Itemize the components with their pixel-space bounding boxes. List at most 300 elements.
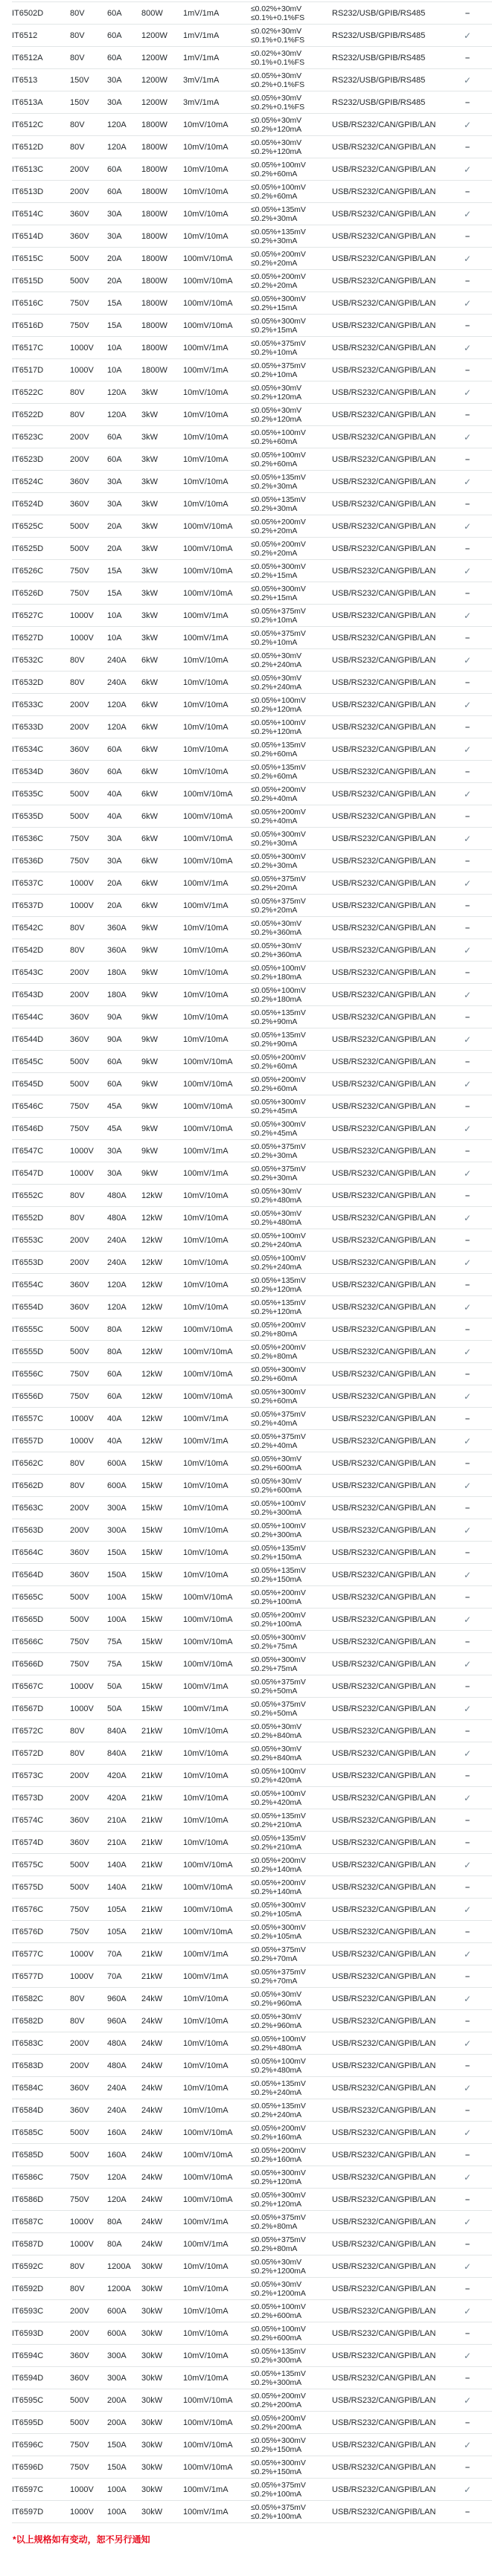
model-cell: IT6562C (12, 1452, 70, 1475)
flag-cell (443, 315, 492, 337)
table-row (12, 515, 492, 538)
current-accuracy-line: ≤0.2%+0.1%FS (251, 80, 304, 89)
voltage-cell: 80V (70, 114, 107, 136)
resolution-cell: 10mV/10mA (183, 2367, 251, 2389)
current-cell: 960A (107, 1988, 141, 2010)
accuracy-cell (251, 292, 332, 315)
current-accuracy-line: ≤0.2%+100mA (251, 1619, 301, 1629)
voltage-cell: 150V (70, 91, 107, 114)
current-accuracy-line: ≤0.2%+360mA (251, 950, 301, 959)
voltage-accuracy-line: ≤0.05%+135mV (251, 2369, 306, 2378)
interfaces-cell: USB/RS232/CAN/GPIB/LAN (332, 1698, 443, 1720)
current-cell: 150A (107, 2434, 141, 2456)
flag-cell (443, 1854, 492, 1876)
flag-cell (443, 2412, 492, 2434)
resolution-cell: 100mV/10mA (183, 1363, 251, 1385)
voltage-cell: 1000V (70, 872, 107, 895)
resolution-cell: 100mV/10mA (183, 1921, 251, 1943)
model-cell: IT6523C (12, 426, 70, 448)
current-cell: 30A (107, 471, 141, 493)
current-accuracy-line: ≤0.2%+300mA (251, 1507, 301, 1517)
voltage-accuracy-line: ≤0.05%+300mV (251, 316, 306, 326)
model-cell: IT6593C (12, 2300, 70, 2322)
interfaces-cell: USB/RS232/CAN/GPIB/LAN (332, 828, 443, 850)
dash-icon: – (464, 499, 470, 509)
accuracy-cell (251, 1118, 332, 1140)
power-cell: 9kW (141, 962, 183, 984)
current-cell: 210A (107, 1809, 141, 1832)
current-accuracy-line: ≤0.2%+10mA (251, 370, 298, 379)
flag-cell (443, 1809, 492, 1832)
resolution-cell: 10mV/10mA (183, 1296, 251, 1318)
current-accuracy-line: ≤0.2%+600mA (251, 1463, 301, 1472)
interfaces-cell: USB/RS232/CAN/GPIB/LAN (332, 1787, 443, 1809)
model-cell: IT6535C (12, 783, 70, 805)
current-cell: 420A (107, 1787, 141, 1809)
accuracy-cell (251, 761, 332, 783)
voltage-accuracy-line: ≤0.05%+30mV (251, 1744, 301, 1754)
voltage-cell: 750V (70, 2456, 107, 2479)
table-row (12, 2456, 492, 2479)
accuracy-cell (251, 1519, 332, 1542)
model-cell: IT6534D (12, 761, 70, 783)
voltage-accuracy-line: ≤0.05%+100mV (251, 1498, 306, 1508)
voltage-cell: 1000V (70, 1162, 107, 1185)
current-accuracy-line: ≤0.2%+960mA (251, 1998, 301, 2008)
voltage-cell: 200V (70, 1229, 107, 1252)
check-icon: ✓ (463, 1948, 472, 1960)
check-icon: ✓ (463, 1524, 472, 1536)
interfaces-cell: USB/RS232/CAN/GPIB/LAN (332, 1899, 443, 1921)
voltage-cell: 80V (70, 1988, 107, 2010)
voltage-accuracy-line: ≤0.05%+30mV (251, 673, 301, 683)
resolution-cell: 10mV/10mA (183, 1564, 251, 1586)
current-accuracy-line: ≤0.1%+0.1%FS (251, 13, 304, 22)
flag-cell (443, 337, 492, 359)
interfaces-cell: USB/RS232/CAN/GPIB/LAN (332, 2479, 443, 2501)
current-accuracy-line: ≤0.2%+15mA (251, 325, 298, 335)
current-accuracy-line: ≤0.2%+120mA (251, 704, 301, 714)
resolution-cell: 10mV/10mA (183, 1497, 251, 1519)
resolution-cell: 100mV/10mA (183, 805, 251, 828)
resolution-cell: 10mV/10mA (183, 2055, 251, 2077)
power-cell: 15kW (141, 1564, 183, 1586)
resolution-cell: 10mV/10mA (183, 1809, 251, 1832)
interfaces-cell: USB/RS232/CAN/GPIB/LAN (332, 1519, 443, 1542)
table-row (12, 69, 492, 91)
flag-cell (443, 1140, 492, 1162)
flag-cell (443, 1028, 492, 1051)
interfaces-cell: USB/RS232/CAN/GPIB/LAN (332, 1318, 443, 1341)
flag-cell (443, 1296, 492, 1318)
current-accuracy-line: ≤0.2%+160mA (251, 2132, 301, 2142)
accuracy-cell (251, 493, 332, 515)
accuracy-cell (251, 1854, 332, 1876)
table-row (12, 1475, 492, 1497)
flag-cell (443, 270, 492, 292)
current-accuracy-line: ≤0.2%+420mA (251, 1797, 301, 1807)
voltage-accuracy-line: ≤0.05%+375mV (251, 1699, 306, 1709)
model-cell: IT6525C (12, 515, 70, 538)
current-cell: 30A (107, 69, 141, 91)
table-row (12, 2278, 492, 2300)
resolution-cell: 100mV/10mA (183, 1653, 251, 1675)
table-row (12, 158, 492, 181)
model-cell: IT6584D (12, 2099, 70, 2122)
flag-cell (443, 1229, 492, 1252)
voltage-cell: 200V (70, 1497, 107, 1519)
flag-cell (443, 2278, 492, 2300)
table-row (12, 426, 492, 448)
accuracy-cell (251, 2077, 332, 2099)
current-cell: 70A (107, 1943, 141, 1965)
accuracy-cell (251, 69, 332, 91)
current-accuracy-line: ≤0.2%+100mA (251, 1597, 301, 1606)
table-row (12, 1028, 492, 1051)
check-icon: ✓ (463, 1993, 472, 2004)
table-row (12, 1006, 492, 1028)
power-cell: 3kW (141, 582, 183, 605)
voltage-cell: 750V (70, 315, 107, 337)
dash-icon: – (464, 1681, 470, 1691)
flag-cell (443, 962, 492, 984)
resolution-cell: 1mV/1mA (183, 47, 251, 69)
voltage-cell: 1000V (70, 895, 107, 917)
dash-icon: – (464, 1369, 470, 1379)
interfaces-cell: USB/RS232/CAN/GPIB/LAN (332, 605, 443, 627)
dash-icon: – (464, 544, 470, 553)
dash-icon: – (464, 2105, 470, 2115)
table-row (12, 2255, 492, 2278)
power-cell: 1800W (141, 114, 183, 136)
voltage-accuracy-line: ≤0.05%+100mV (251, 1788, 306, 1798)
resolution-cell: 10mV/10mA (183, 694, 251, 716)
power-cell: 6kW (141, 805, 183, 828)
flag-cell (443, 2122, 492, 2144)
model-cell: IT6597D (12, 2501, 70, 2523)
voltage-cell: 750V (70, 1118, 107, 1140)
voltage-cell: 360V (70, 2345, 107, 2367)
check-icon: ✓ (463, 476, 472, 487)
flag-cell (443, 2233, 492, 2255)
current-accuracy-line: ≤0.2%+150mA (251, 2444, 301, 2454)
dash-icon: – (464, 1012, 470, 1022)
current-accuracy-line: ≤0.2%+10mA (251, 615, 298, 625)
voltage-cell: 200V (70, 1765, 107, 1787)
interfaces-cell: USB/RS232/CAN/GPIB/LAN (332, 158, 443, 181)
table-row (12, 2345, 492, 2367)
flag-cell (443, 1318, 492, 1341)
accuracy-cell (251, 962, 332, 984)
interfaces-cell: USB/RS232/CAN/GPIB/LAN (332, 1854, 443, 1876)
power-cell: 3kW (141, 381, 183, 404)
power-cell: 21kW (141, 1876, 183, 1899)
interfaces-cell: USB/RS232/CAN/GPIB/LAN (332, 1475, 443, 1497)
voltage-cell: 80V (70, 2255, 107, 2278)
current-cell: 840A (107, 1720, 141, 1742)
flag-cell (443, 627, 492, 649)
interfaces-cell: USB/RS232/CAN/GPIB/LAN (332, 1586, 443, 1609)
table-row (12, 1765, 492, 1787)
accuracy-cell (251, 2144, 332, 2166)
voltage-cell: 360V (70, 1832, 107, 1854)
check-icon: ✓ (463, 1346, 472, 1357)
voltage-accuracy-line: ≤0.05%+100mV (251, 450, 306, 460)
interfaces-cell: USB/RS232/CAN/GPIB/LAN (332, 381, 443, 404)
voltage-accuracy-line: ≤0.02%+30mV (251, 26, 301, 36)
flag-cell (443, 1742, 492, 1765)
model-cell: IT6552C (12, 1185, 70, 1207)
voltage-accuracy-line: ≤0.05%+300mV (251, 829, 306, 839)
accuracy-cell (251, 538, 332, 560)
power-cell: 1800W (141, 181, 183, 203)
interfaces-cell: USB/RS232/CAN/GPIB/LAN (332, 471, 443, 493)
table-row (12, 114, 492, 136)
resolution-cell: 100mV/10mA (183, 315, 251, 337)
accuracy-cell (251, 1095, 332, 1118)
check-icon: ✓ (463, 387, 472, 398)
power-cell: 21kW (141, 1921, 183, 1943)
current-cell: 15A (107, 315, 141, 337)
check-icon: ✓ (463, 30, 472, 41)
dash-icon: – (464, 276, 470, 286)
resolution-cell: 100mV/1mA (183, 1965, 251, 1988)
voltage-accuracy-line: ≤0.05%+100mV (251, 695, 306, 705)
voltage-accuracy-line: ≤0.05%+200mV (251, 807, 306, 817)
resolution-cell: 10mV/10mA (183, 493, 251, 515)
table-row (12, 939, 492, 962)
flag-cell (443, 381, 492, 404)
flag-cell (443, 1207, 492, 1229)
current-cell: 180A (107, 962, 141, 984)
model-cell: IT6565C (12, 1586, 70, 1609)
interfaces-cell: RS232/USB/GPIB/RS485 (332, 91, 443, 114)
current-accuracy-line: ≤0.2%+30mA (251, 236, 298, 245)
current-accuracy-line: ≤0.2%+80mA (251, 1329, 298, 1339)
table-row (12, 2099, 492, 2122)
interfaces-cell: USB/RS232/CAN/GPIB/LAN (332, 1385, 443, 1408)
current-accuracy-line: ≤0.2%+30mA (251, 1150, 298, 1160)
model-cell: IT6575C (12, 1854, 70, 1876)
voltage-accuracy-line: ≤0.05%+375mV (251, 2212, 306, 2222)
voltage-accuracy-line: ≤0.05%+200mV (251, 1052, 306, 1062)
table-row (12, 1809, 492, 1832)
voltage-cell: 500V (70, 2412, 107, 2434)
interfaces-cell: USB/RS232/CAN/GPIB/LAN (332, 2055, 443, 2077)
model-cell: IT6575D (12, 1876, 70, 1899)
spec-table (12, 1, 492, 2523)
flag-cell (443, 1363, 492, 1385)
accuracy-cell (251, 426, 332, 448)
check-icon: ✓ (463, 944, 472, 956)
table-row (12, 91, 492, 114)
table-row (12, 1899, 492, 1921)
table-row (12, 225, 492, 248)
current-accuracy-line: ≤0.2%+140mA (251, 1887, 301, 1896)
accuracy-cell (251, 1207, 332, 1229)
flag-cell (443, 2077, 492, 2099)
current-cell: 30A (107, 225, 141, 248)
flag-cell (443, 47, 492, 69)
interfaces-cell: USB/RS232/CAN/GPIB/LAN (332, 2412, 443, 2434)
model-cell: IT6543C (12, 962, 70, 984)
model-cell: IT6595C (12, 2389, 70, 2412)
current-cell: 120A (107, 2166, 141, 2189)
accuracy-cell (251, 1899, 332, 1921)
resolution-cell: 100mV/10mA (183, 2122, 251, 2144)
voltage-cell: 1000V (70, 2211, 107, 2233)
voltage-accuracy-line: ≤0.05%+300mV (251, 561, 306, 571)
current-cell: 70A (107, 1965, 141, 1988)
accuracy-cell (251, 2010, 332, 2032)
table-row (12, 649, 492, 672)
voltage-accuracy-line: ≤0.05%+30mV (251, 405, 301, 415)
interfaces-cell: USB/RS232/CAN/GPIB/LAN (332, 2278, 443, 2300)
interfaces-cell: USB/RS232/CAN/GPIB/LAN (332, 1341, 443, 1363)
power-cell: 12kW (141, 1296, 183, 1318)
table-row (12, 2479, 492, 2501)
model-cell: IT6512A (12, 47, 70, 69)
table-row (12, 2434, 492, 2456)
voltage-accuracy-line: ≤0.05%+30mV (251, 2279, 301, 2289)
interfaces-cell: RS232/USB/GPIB/RS485 (332, 47, 443, 69)
model-cell: IT6555C (12, 1318, 70, 1341)
table-row (12, 895, 492, 917)
current-accuracy-line: ≤0.2%+600mA (251, 2333, 301, 2342)
interfaces-cell: USB/RS232/CAN/GPIB/LAN (332, 1207, 443, 1229)
current-accuracy-line: ≤0.2%+160mA (251, 2154, 301, 2164)
current-accuracy-line: ≤0.2%+90mA (251, 1017, 298, 1026)
accuracy-cell (251, 1876, 332, 1899)
current-cell: 120A (107, 136, 141, 158)
current-accuracy-line: ≤0.2%+100mA (251, 2489, 301, 2499)
resolution-cell: 100mV/10mA (183, 2144, 251, 2166)
resolution-cell: 10mV/10mA (183, 136, 251, 158)
current-accuracy-line: ≤0.2%+60mA (251, 191, 298, 201)
voltage-cell: 750V (70, 1899, 107, 1921)
table-row (12, 1586, 492, 1609)
current-accuracy-line: ≤0.2%+360mA (251, 927, 301, 937)
current-accuracy-line: ≤0.2%+420mA (251, 1775, 301, 1785)
current-accuracy-line: ≤0.2%+120mA (251, 727, 301, 736)
table-row (12, 1787, 492, 1809)
interfaces-cell: USB/RS232/CAN/GPIB/LAN (332, 939, 443, 962)
power-cell: 9kW (141, 1073, 183, 1095)
flag-cell (443, 1341, 492, 1363)
table-row (12, 1073, 492, 1095)
accuracy-cell (251, 1809, 332, 1832)
table-row (12, 672, 492, 694)
voltage-accuracy-line: ≤0.05%+375mV (251, 2502, 306, 2512)
power-cell: 24kW (141, 2032, 183, 2055)
voltage-cell: 80V (70, 47, 107, 69)
model-cell: IT6536C (12, 828, 70, 850)
check-icon: ✓ (463, 2216, 472, 2227)
resolution-cell: 10mV/10mA (183, 2010, 251, 2032)
model-cell: IT6514C (12, 203, 70, 225)
power-cell: 9kW (141, 1051, 183, 1073)
interfaces-cell: USB/RS232/CAN/GPIB/LAN (332, 1832, 443, 1854)
voltage-accuracy-line: ≤0.05%+375mV (251, 338, 306, 348)
accuracy-cell (251, 582, 332, 605)
voltage-cell: 200V (70, 2322, 107, 2345)
current-cell: 105A (107, 1921, 141, 1943)
voltage-accuracy-line: ≤0.05%+375mV (251, 1409, 306, 1419)
current-cell: 600A (107, 1475, 141, 1497)
table-row (12, 1341, 492, 1363)
current-cell: 160A (107, 2144, 141, 2166)
flag-cell (443, 1832, 492, 1854)
voltage-accuracy-line: ≤0.05%+100mV (251, 2324, 306, 2334)
current-cell: 120A (107, 2189, 141, 2211)
accuracy-cell (251, 1274, 332, 1296)
flag-cell (443, 783, 492, 805)
current-cell: 30A (107, 91, 141, 114)
current-cell: 210A (107, 1832, 141, 1854)
interfaces-cell: USB/RS232/CAN/GPIB/LAN (332, 225, 443, 248)
interfaces-cell: USB/RS232/CAN/GPIB/LAN (332, 315, 443, 337)
flag-cell (443, 2434, 492, 2456)
dash-icon: – (464, 2239, 470, 2249)
power-cell: 12kW (141, 1229, 183, 1252)
model-cell: IT6516C (12, 292, 70, 315)
model-cell: IT6557D (12, 1430, 70, 1452)
accuracy-cell (251, 337, 332, 359)
model-cell: IT6547D (12, 1162, 70, 1185)
current-accuracy-line: ≤0.2%+120mA (251, 1284, 301, 1294)
dash-icon: – (464, 722, 470, 732)
current-cell: 300A (107, 2367, 141, 2389)
flag-cell (443, 738, 492, 761)
current-accuracy-line: ≤0.2%+80mA (251, 1351, 298, 1361)
current-accuracy-line: ≤0.2%+140mA (251, 1864, 301, 1874)
check-icon: ✓ (463, 878, 472, 889)
current-cell: 45A (107, 1095, 141, 1118)
resolution-cell: 10mV/10mA (183, 181, 251, 203)
accuracy-cell (251, 672, 332, 694)
current-cell: 600A (107, 1452, 141, 1475)
check-icon: ✓ (463, 2439, 472, 2450)
dash-icon: – (464, 8, 470, 18)
current-cell: 120A (107, 716, 141, 738)
resolution-cell: 100mV/10mA (183, 1876, 251, 1899)
check-icon: ✓ (463, 788, 472, 799)
accuracy-cell (251, 2166, 332, 2189)
check-icon: ✓ (463, 1123, 472, 1134)
accuracy-cell (251, 2345, 332, 2367)
table-row (12, 1274, 492, 1296)
resolution-cell: 10mV/10mA (183, 917, 251, 939)
current-accuracy-line: ≤0.2%+60mA (251, 437, 298, 446)
voltage-cell: 360V (70, 471, 107, 493)
interfaces-cell: USB/RS232/CAN/GPIB/LAN (332, 1720, 443, 1742)
current-accuracy-line: ≤0.2%+240mA (251, 1262, 301, 1272)
power-cell: 21kW (141, 1765, 183, 1787)
voltage-cell: 80V (70, 2278, 107, 2300)
voltage-accuracy-line: ≤0.05%+200mV (251, 1075, 306, 1084)
resolution-cell: 100mV/10mA (183, 538, 251, 560)
voltage-cell: 500V (70, 2389, 107, 2412)
model-cell: IT6583C (12, 2032, 70, 2055)
current-accuracy-line: ≤0.2%+60mA (251, 1061, 298, 1071)
voltage-cell: 80V (70, 1720, 107, 1742)
current-cell: 80A (107, 2211, 141, 2233)
power-cell: 15kW (141, 1497, 183, 1519)
accuracy-cell (251, 939, 332, 962)
flag-cell (443, 114, 492, 136)
current-cell: 30A (107, 1140, 141, 1162)
dash-icon: – (464, 1726, 470, 1736)
